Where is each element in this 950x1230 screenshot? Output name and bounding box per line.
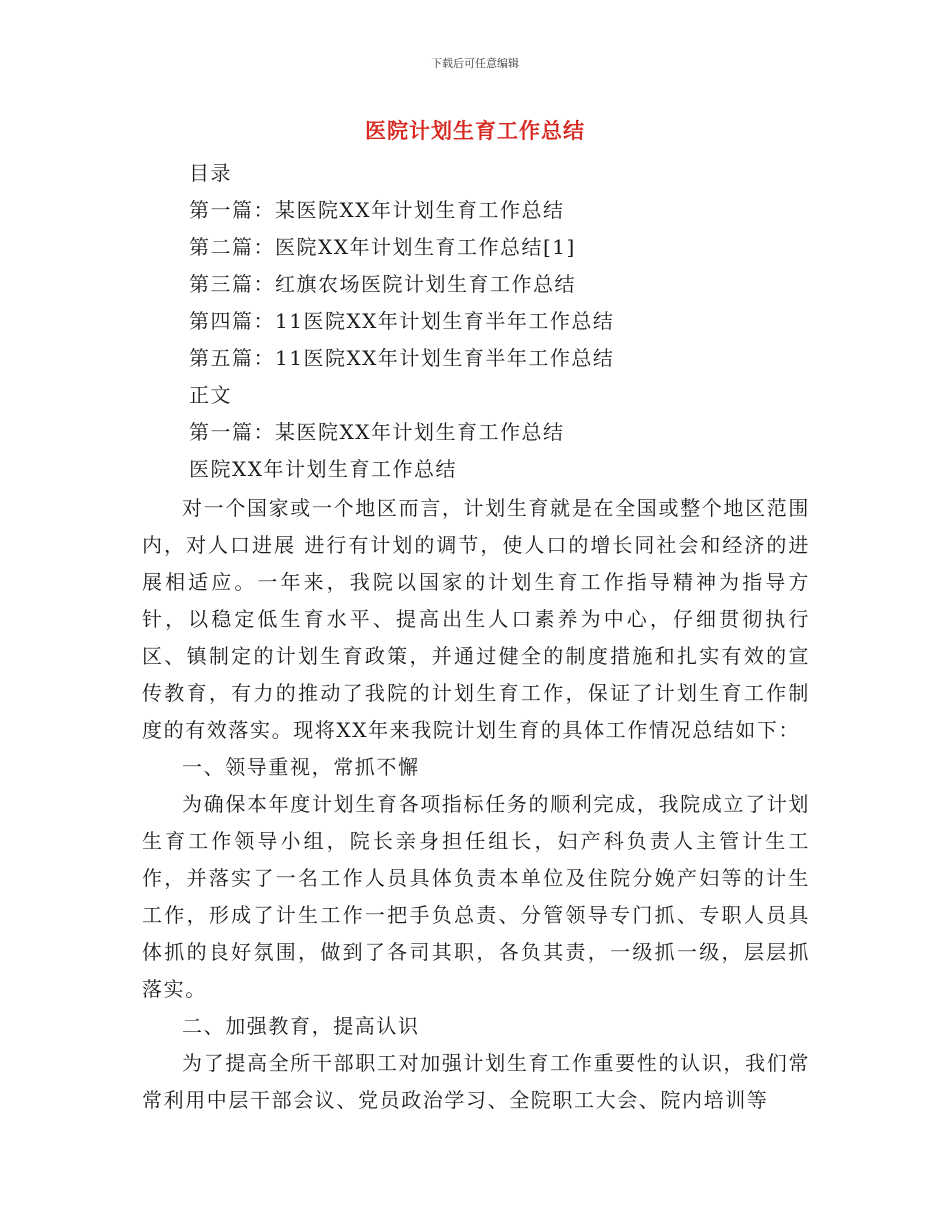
document-title: 医院计划生育工作总结 xyxy=(365,119,585,143)
toc-item: 第五篇：11医院XX年计划生育半年工作总结 xyxy=(189,346,615,370)
header-note: 下载后可任意编辑 xyxy=(431,57,519,70)
toc-item: 第四篇：11医院XX年计划生育半年工作总结 xyxy=(189,309,615,333)
toc-item: 第三篇：红旗农场医院计划生育工作总结 xyxy=(189,272,576,296)
section-heading: 二、加强教育，提高认识 xyxy=(182,1014,420,1038)
table-of-contents xyxy=(189,158,829,491)
intro-paragraph: 对一个国家或一个地区而言，计划生育就是在全国或整个地区范围内，对人口进展 进行有计划的调节，使人口的增长同社会和经济的进展相适应。一年来，我院以国家的计划生育工作指导精神为指导方针，以稳定低生育水平、提高出生人口素养为中心，仔细贯彻执行区、镇制定的计划生育政策，并通过健全的制度措施和扎实有效的宣传教育，有力的推动了我院的计划生育工作，保证了计划生育工作制度的有效落实。现将XX年来我院计划生育的具体工作情况总结如下： xyxy=(142,496,810,742)
toc-label: 目录 xyxy=(189,161,232,185)
toc-item: 第一篇：某医院XX年计划生育工作总结 xyxy=(189,198,565,222)
section-paragraph: 为了提高全所干部职工对加强计划生育工作重要性的认识，我们常常利用中层干部会议、党员政治学习、全院职工大会、院内培训等 xyxy=(142,1051,810,1112)
toc-item: 第二篇：医院XX年计划生育工作总结[1] xyxy=(189,235,576,259)
first-article-title: 医院XX年计划生育工作总结 xyxy=(189,457,457,481)
first-article-label: 第一篇：某医院XX年计划生育工作总结 xyxy=(189,420,565,444)
body-label: 正文 xyxy=(189,383,232,407)
section-heading: 一、领导重视，常抓不懈 xyxy=(182,755,420,779)
article-body xyxy=(142,490,810,1119)
section-paragraph: 为确保本年度计划生育各项指标任务的顺利完成，我院成立了计划生育工作领导小组，院长亲身担任组长，妇产科负责人主管计生工作，并落实了一名工作人员具体负责本单位及住院分娩产妇等的计生工作，形成了计生工作一把手负总责、分管领导专门抓、专职人员具体抓的良好氛围，做到了各司其职，各负其责，一级抓一级，层层抓落实。 xyxy=(142,792,810,1001)
